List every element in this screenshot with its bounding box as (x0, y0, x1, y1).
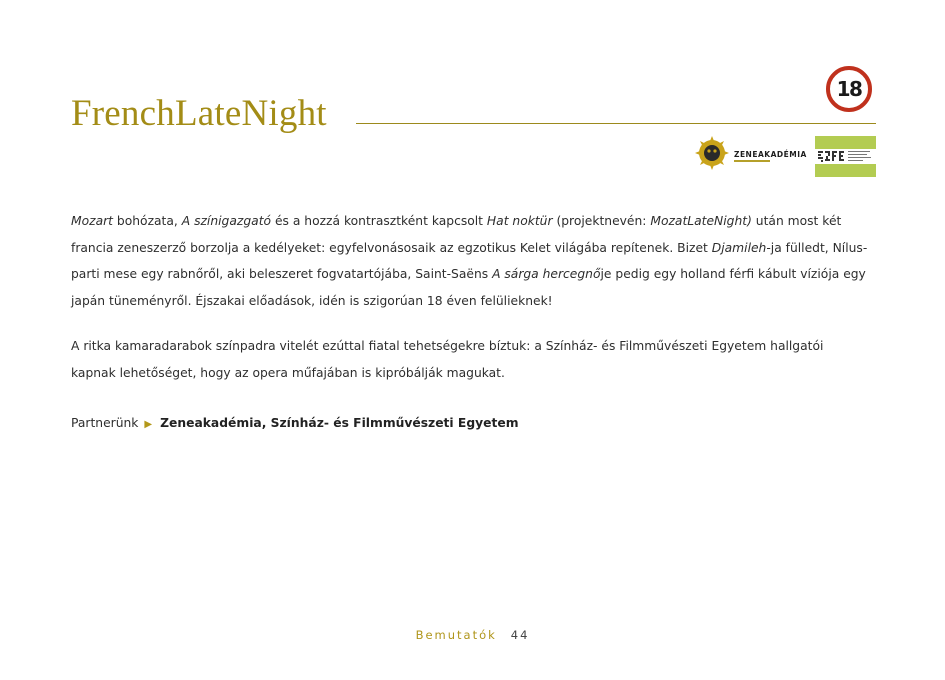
text-run: bohózata, (113, 214, 182, 228)
page-title: FrenchLateNight (71, 93, 327, 134)
work-title: Hat noktür (486, 214, 553, 228)
work-title: A színigazgató (181, 214, 272, 228)
arrow-right-icon: ▶ (144, 419, 153, 430)
text-run: után most két francia zeneszerző borzolja a kedélyeket: egyfelvonásosaik az egzotikus Kelet világába repítenek. Bizet (71, 214, 842, 255)
zeneakademia-logo-text: ZENEAKADÉMIA (734, 150, 807, 159)
age-rating-badge: 18 (826, 66, 872, 112)
title-rule (356, 123, 876, 124)
work-title: Djamileh (711, 240, 767, 255)
footer-section: Bemutatók (415, 628, 497, 642)
szfe-logo-icon (815, 136, 876, 177)
zeneakademia-logo-underline (734, 160, 770, 162)
work-title: Mozart (71, 214, 114, 228)
work-title: A sárga hercegnő (492, 267, 601, 282)
partner-label: Partnerünk (71, 416, 139, 430)
text-run: (projektnevén: (552, 214, 651, 228)
text-run: -ja fülledt, Nílus-parti mese egy rabnőről, aki beleszeret fogvatartójába, Saint-Saëns (71, 240, 868, 282)
paragraph-2: A ritka kamaradarabok színpadra vitelét ezúttal fiatal tehetségekre bíztuk: a Színház- és Filmművészeti Egyetem hallgatói kapnak lehetőséget, hogy az opera műfajában is kipróbálják magukat. (71, 339, 824, 380)
partner-line (71, 410, 519, 438)
text-run: je pedig egy holland férfi kábult víziója egy japán tüneményről. Éjszakai előadások, idén is szigorúan 18 éven felülieknek! (71, 267, 866, 308)
project-name: MozatLateNight) (650, 214, 752, 228)
partner-names: Zeneakadémia, Színház- és Filmművészeti Egyetem (160, 416, 519, 430)
paragraph-1 (71, 208, 871, 314)
zeneakademia-logo-icon (695, 136, 729, 170)
page-footer (0, 628, 945, 642)
page-number: 44 (510, 628, 530, 642)
text-run: és a hozzá kontrasztként kapcsolt (271, 214, 487, 228)
main-text (71, 208, 871, 406)
